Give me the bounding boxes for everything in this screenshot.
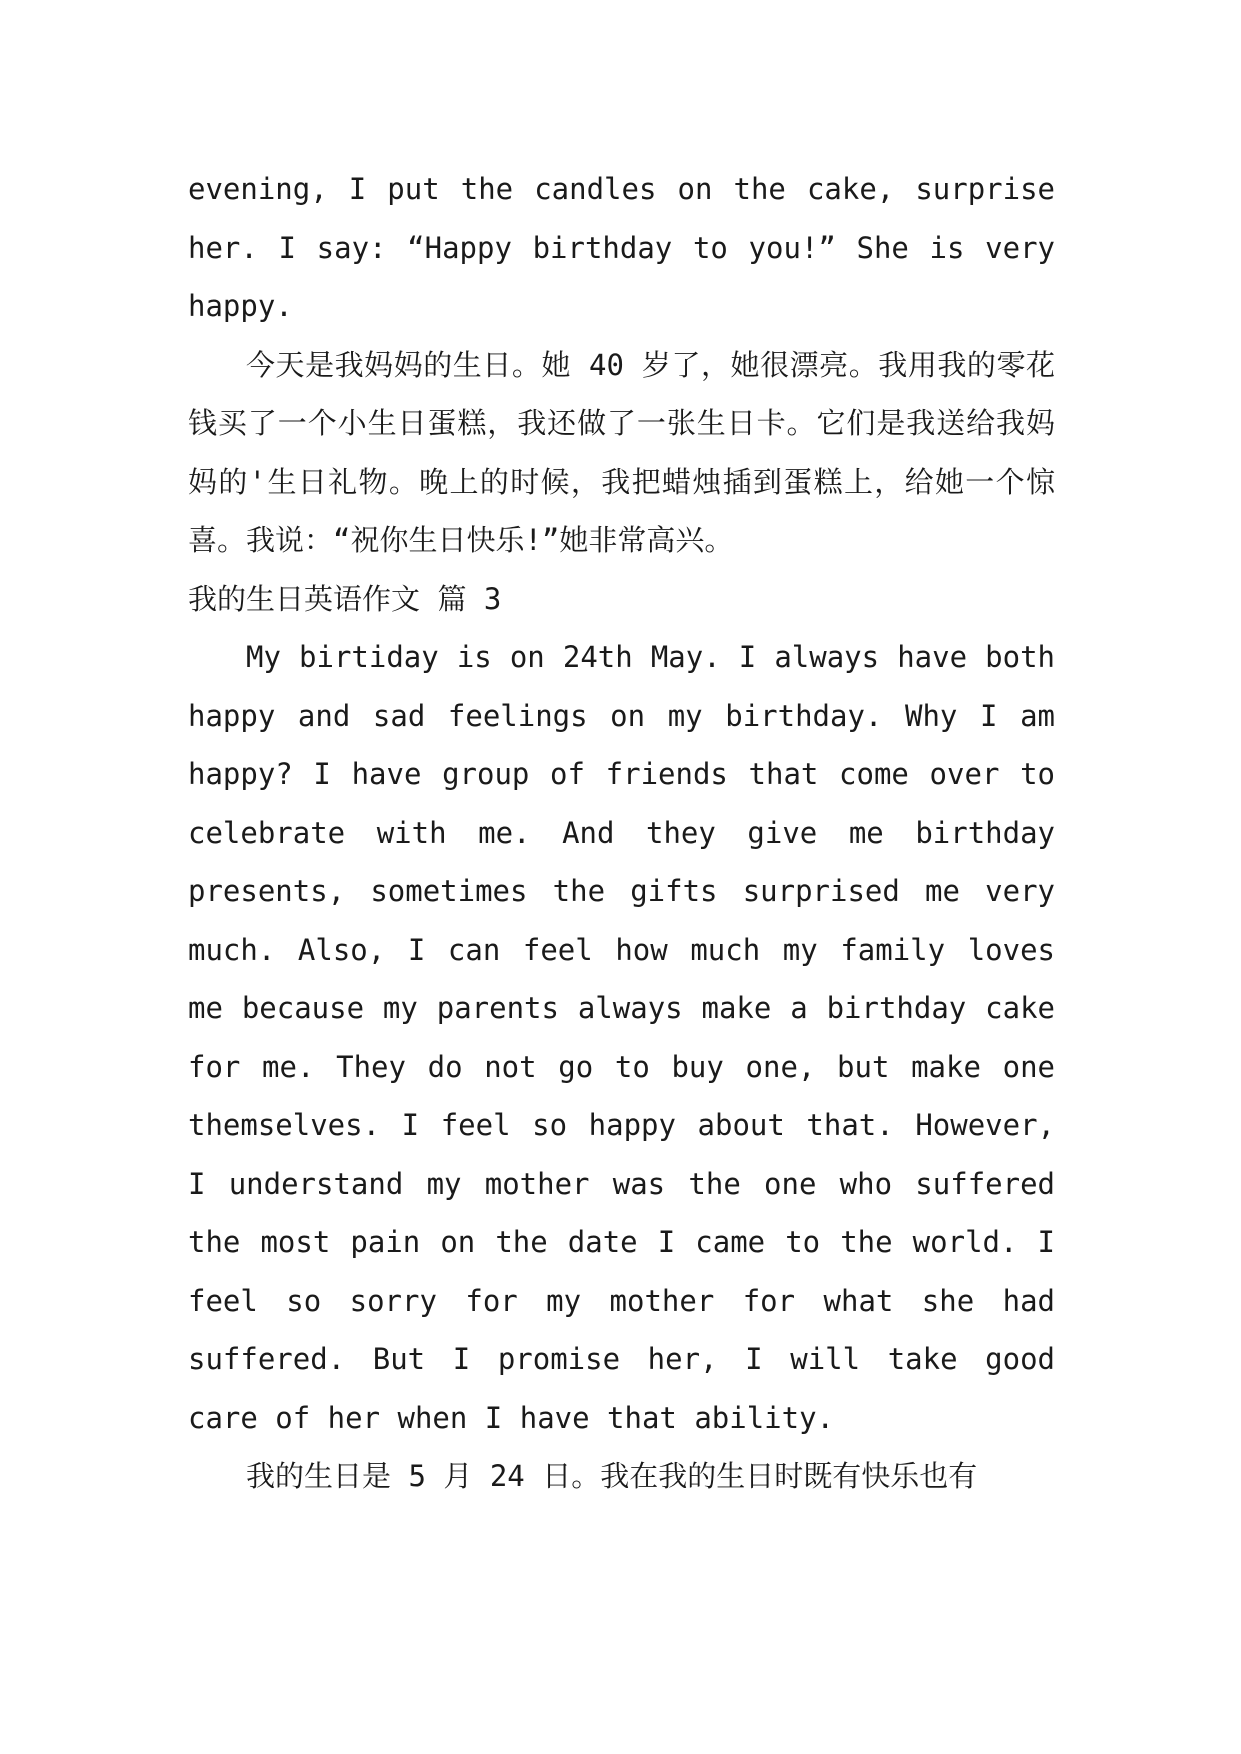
paragraph-chinese-translation: 今天是我妈妈的生日。她 40 岁了，她很漂亮。我用我的零花钱买了一个小生日蛋糕，我还做了一张生日卡。它们是我送给我妈妈的'生日礼物。晚上的时候，我把蜡烛插到蛋糕上，给她一个惊喜。我说：“祝你生日快乐!”她非常高兴。 xyxy=(188,347,1055,557)
paragraph-english-essay: My birtiday is on 24th May. I always have both happy and sad feelings on my birthday. Why I am happy? I have group of friends that come over to celebrate with me. And they give me birthday presents, sometimes the gifts surprised me very much. Also, I can feel how much my family loves me because my parents always make a birthday cake for me. They do not go to buy one, but make one themselves. I feel so happy about that. However, I understand my mother was the one who suffered the most pain on the date I came to the world. I feel so sorry for my mother for what she had suffered. But I promise her, I will take good care of her when I have that ability. xyxy=(188,640,1055,1435)
paragraph-chinese-start: 我的生日是 5 月 24 日。我在我的生日时既有快乐也有 xyxy=(246,1459,978,1493)
paragraph-continuation-english: evening, I put the candles on the cake, surprise her. I say: “Happy birthday to you!” She is very happy. xyxy=(188,172,1055,323)
section-heading: 我的生日英语作文 篇 3 xyxy=(188,581,502,616)
document-body xyxy=(188,160,1055,1506)
